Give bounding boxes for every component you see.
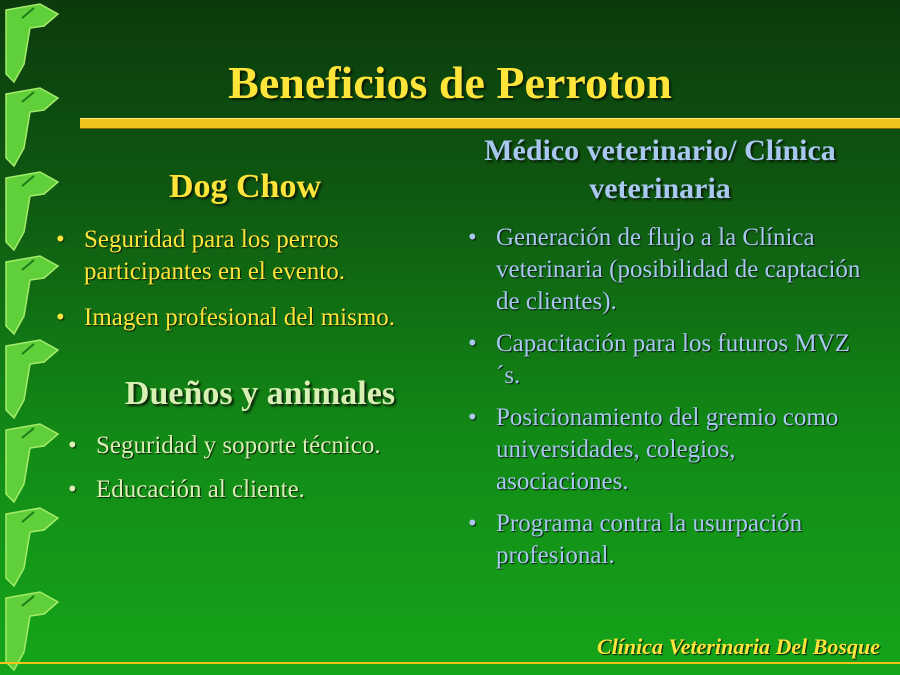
bullet: • <box>56 226 65 253</box>
footer-rule <box>0 662 900 664</box>
footer-clinic-name: Clínica Veterinaria Del Bosque <box>597 634 880 659</box>
title-rule <box>80 118 900 129</box>
bullet: • <box>68 476 77 503</box>
dog-head-decoration <box>6 508 58 586</box>
dog-head-decoration <box>6 592 58 670</box>
dog-head-decoration <box>6 424 58 502</box>
bullet: • <box>68 432 77 459</box>
bullet: • <box>468 510 477 537</box>
slide-title: Beneficios de Perroton <box>228 57 672 108</box>
list-item: • Educación al cliente. <box>66 474 446 506</box>
dog-head-decoration <box>6 340 58 418</box>
dog-chow-list <box>54 224 434 348</box>
list-item: • Generación de flujo a la Clínica veterinaria (posibilidad de captación de clientes). <box>468 224 861 315</box>
owners-list <box>66 430 446 518</box>
bullet: • <box>468 224 477 251</box>
vet-list <box>466 222 866 582</box>
list-item: • Capacitación para los futuros MVZ´s. <box>468 330 851 389</box>
vet-heading: Médico veterinario/ Clínica veterinaria <box>484 134 836 205</box>
list-item: • Posicionamiento del gremio como universidades, colegios, asociaciones. <box>468 404 839 495</box>
list-item: • Seguridad y soporte técnico. <box>66 430 446 462</box>
bullet: • <box>56 304 65 331</box>
bullet: • <box>468 404 477 431</box>
list-item: • Seguridad para los perros participantes en el evento. <box>56 226 345 285</box>
list-item: • Programa contra la usurpación profesional. <box>468 510 803 569</box>
bullet: • <box>468 330 477 357</box>
list-item: • Imagen profesional del mismo. <box>54 302 434 334</box>
dog-head-decoration <box>6 256 58 334</box>
dog-chow-heading: Dog Chow <box>168 168 322 205</box>
dog-head-decoration <box>6 172 58 250</box>
owners-heading: Dueños y animales <box>124 375 396 412</box>
